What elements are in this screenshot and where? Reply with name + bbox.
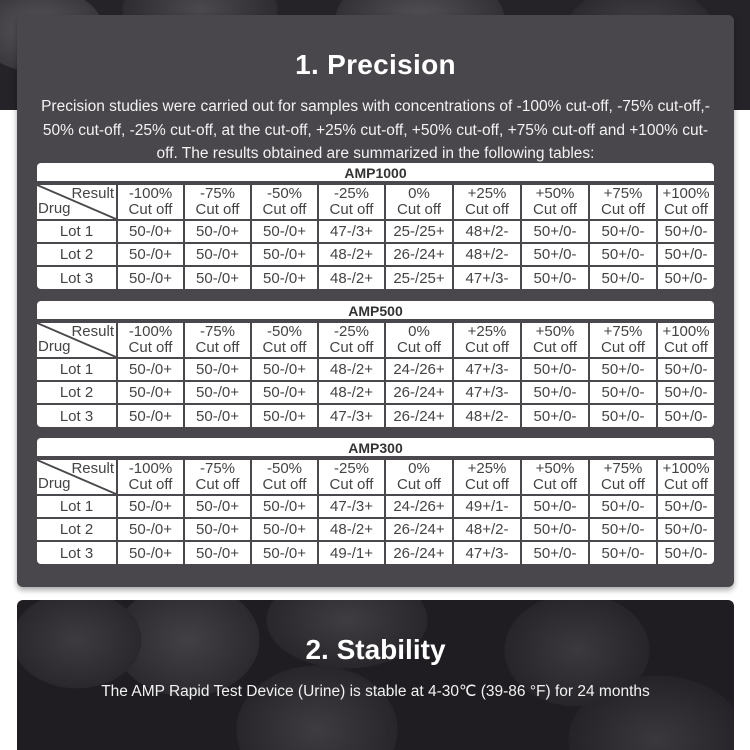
column-header [251,459,318,495]
table-row [37,541,714,564]
corner-header-cell [37,322,117,358]
table-row [37,381,714,404]
precision-table-amp500 [37,301,714,427]
column-header-bottom: Cut off [664,201,708,218]
column-header [521,459,589,495]
column-header-bottom: Cut off [329,201,374,218]
column-header [251,184,318,220]
table-header-row [37,459,714,495]
column-header [184,459,251,495]
lot-label: Lot 1 [37,358,117,381]
result-cell: 50+/0- [657,404,714,427]
lot-label: Lot 2 [37,518,117,541]
column-header-bottom: Cut off [465,476,509,493]
column-header-bottom: Cut off [195,339,240,356]
result-cell: 50-/0+ [117,243,184,266]
result-cell: 50+/0- [589,266,657,289]
corner-result-label: Result [71,460,114,477]
corner-header-cell [37,184,117,220]
table-row [37,266,714,289]
result-cell: 26-/24+ [385,518,453,541]
result-cell: 50+/0- [657,243,714,266]
result-cell: 50-/0+ [251,495,318,518]
table-title: AMP1000 [37,163,714,183]
column-header [184,322,251,358]
column-header [657,322,714,358]
column-header-top: +100% [662,460,710,477]
column-header-top: +50% [535,185,575,202]
result-cell: 50+/0- [657,518,714,541]
lot-label: Lot 2 [37,243,117,266]
lot-label: Lot 3 [37,541,117,564]
result-cell: 50+/0- [657,495,714,518]
corner-result-label: Result [71,323,114,340]
result-cell: 47+/3- [453,358,521,381]
column-header [385,322,453,358]
column-header [251,322,318,358]
table-title: AMP300 [37,438,714,458]
result-cell: 26-/24+ [385,381,453,404]
column-header [318,184,385,220]
column-header-bottom: Cut off [533,476,577,493]
result-cell: 48-/2+ [318,381,385,404]
column-header-bottom: Cut off [397,339,441,356]
column-header-bottom: Cut off [195,476,240,493]
result-cell: 50-/0+ [251,541,318,564]
column-header-bottom: Cut off [664,339,708,356]
result-cell: 48-/2+ [318,358,385,381]
result-cell: 47+/3- [453,541,521,564]
result-cell: 50-/0+ [251,266,318,289]
corner-drug-label: Drug [38,475,71,492]
result-cell: 50+/0- [521,243,589,266]
stability-section [17,600,734,750]
result-cell: 50-/0+ [251,243,318,266]
result-cell: 47-/3+ [318,495,385,518]
table-row [37,404,714,427]
column-header-bottom: Cut off [601,339,645,356]
result-cell: 25-/25+ [385,220,453,243]
result-cell: 49-/1+ [318,541,385,564]
result-cell: 50-/0+ [117,266,184,289]
result-cell: 48+/2- [453,518,521,541]
column-header [589,322,657,358]
result-cell: 50-/0+ [184,243,251,266]
column-header-top: -100% [128,323,173,340]
column-header-top: +50% [535,460,575,477]
column-header-bottom: Cut off [128,476,173,493]
result-cell: 48+/2- [453,404,521,427]
column-header-top: -25% [333,185,370,202]
result-cell: 50-/0+ [184,495,251,518]
result-cell: 50+/0- [589,381,657,404]
precision-intro: Precision studies were carried out for samples with concentrations of -100% cut-off, -75% cut-off,- 50% cut-off, -25% cut-off, at the cut-off, +25% cut-off, +50% cut-off, +75% cut-off and +100% cut- off. The results obtained are summarized in the following tables: [41,98,710,162]
column-header-bottom: Cut off [128,339,173,356]
column-header-top: 0% [408,460,430,477]
column-header-bottom: Cut off [195,201,240,218]
column-header-bottom: Cut off [329,476,374,493]
result-cell: 26-/24+ [385,243,453,266]
result-cell: 50-/0+ [184,541,251,564]
result-cell: 50-/0+ [117,220,184,243]
result-cell: 50+/0- [589,220,657,243]
corner-result-label: Result [71,185,114,202]
result-cell: 50-/0+ [184,381,251,404]
result-cell: 25-/25+ [385,266,453,289]
column-header-bottom: Cut off [397,476,441,493]
table-header-row [37,184,714,220]
column-header [521,184,589,220]
column-header-bottom: Cut off [533,339,577,356]
result-cell: 50+/0- [521,518,589,541]
result-cell: 50+/0- [521,495,589,518]
result-cell: 50-/0+ [251,518,318,541]
result-cell: 50+/0- [521,358,589,381]
result-cell: 50+/0- [589,495,657,518]
column-header-bottom: Cut off [329,339,374,356]
column-header-top: +100% [662,323,710,340]
column-header [318,322,385,358]
result-cell: 50-/0+ [184,518,251,541]
corner-drug-label: Drug [38,338,71,355]
table-row [37,495,714,518]
column-header-bottom: Cut off [465,201,509,218]
result-cell: 50-/0+ [251,220,318,243]
table-title: AMP500 [37,301,714,321]
column-header-top: -50% [266,460,303,477]
result-cell: 24-/26+ [385,495,453,518]
result-cell: 50+/0- [589,358,657,381]
column-header-bottom: Cut off [533,201,577,218]
column-header-top: 0% [408,323,430,340]
column-header-top: -50% [266,185,303,202]
table-row [37,518,714,541]
result-cell: 50-/0+ [117,404,184,427]
result-cell: 50-/0+ [117,381,184,404]
column-header-top: +25% [467,185,507,202]
result-cell: 50-/0+ [251,358,318,381]
result-cell: 24-/26+ [385,358,453,381]
result-cell: 50+/0- [521,404,589,427]
result-cell: 48-/2+ [318,266,385,289]
precision-section [17,15,734,587]
result-cell: 50-/0+ [117,358,184,381]
column-header-bottom: Cut off [262,201,307,218]
column-header-top: -100% [128,460,173,477]
column-header [385,184,453,220]
column-header-top: +25% [467,323,507,340]
table-row [37,243,714,266]
column-header-bottom: Cut off [664,476,708,493]
lot-label: Lot 1 [37,495,117,518]
table-row [37,358,714,381]
column-header [117,459,184,495]
column-header-top: -75% [199,323,236,340]
lot-label: Lot 1 [37,220,117,243]
result-cell: 48-/2+ [318,518,385,541]
column-header [117,322,184,358]
precision-title: 1. Precision [295,49,456,80]
column-header-top: +50% [535,323,575,340]
lot-label: Lot 3 [37,404,117,427]
result-cell: 47+/3- [453,266,521,289]
result-cell: 47-/3+ [318,220,385,243]
column-header [453,459,521,495]
column-header-bottom: Cut off [601,476,645,493]
column-header [117,184,184,220]
result-cell: 50+/0- [657,266,714,289]
result-cell: 50+/0- [657,541,714,564]
result-cell: 49+/1- [453,495,521,518]
column-header [318,459,385,495]
result-cell: 48-/2+ [318,243,385,266]
stability-title: 2. Stability [305,634,446,665]
column-header-top: +100% [662,185,710,202]
column-header [385,459,453,495]
column-header-top: +75% [603,185,643,202]
result-cell: 50+/0- [657,220,714,243]
result-cell: 26-/24+ [385,541,453,564]
column-header [657,459,714,495]
column-header-top: +75% [603,323,643,340]
result-cell: 26-/24+ [385,404,453,427]
column-header-bottom: Cut off [601,201,645,218]
column-header-top: -75% [199,185,236,202]
result-cell: 50+/0- [657,381,714,404]
result-cell: 48+/2- [453,220,521,243]
column-header-top: -25% [333,460,370,477]
column-header [453,184,521,220]
result-cell: 50+/0- [589,404,657,427]
column-header [521,322,589,358]
result-cell: 47+/3- [453,381,521,404]
lot-label: Lot 2 [37,381,117,404]
result-cell: 50-/0+ [184,220,251,243]
column-header [657,184,714,220]
result-cell: 47-/3+ [318,404,385,427]
result-cell: 50-/0+ [184,404,251,427]
result-cell: 50+/0- [521,541,589,564]
result-cell: 50+/0- [521,381,589,404]
column-header-top: +75% [603,460,643,477]
result-cell: 50-/0+ [184,266,251,289]
result-cell: 50-/0+ [251,381,318,404]
result-cell: 50-/0+ [117,518,184,541]
column-header-top: -75% [199,460,236,477]
result-cell: 50+/0- [589,243,657,266]
column-header-top: +25% [467,460,507,477]
column-header-top: -50% [266,323,303,340]
result-cell: 50+/0- [657,358,714,381]
column-header-bottom: Cut off [262,339,307,356]
column-header-top: -100% [128,185,173,202]
column-header [589,459,657,495]
stability-text: The AMP Rapid Test Device (Urine) is stable at 4-30℃ (39-86 °F) for 24 months [101,683,650,700]
result-cell: 50-/0+ [251,404,318,427]
corner-drug-label: Drug [38,200,71,217]
column-header [453,322,521,358]
table-header-row [37,322,714,358]
corner-header-cell [37,459,117,495]
precision-table-amp1000 [37,163,714,289]
result-cell: 50-/0+ [117,495,184,518]
column-header-bottom: Cut off [465,339,509,356]
result-cell: 50+/0- [521,220,589,243]
result-cell: 50+/0- [521,266,589,289]
result-cell: 50+/0- [589,518,657,541]
result-cell: 48+/2- [453,243,521,266]
column-header [589,184,657,220]
column-header [184,184,251,220]
column-header-top: -25% [333,323,370,340]
precision-table-amp300 [37,438,714,564]
lot-label: Lot 3 [37,266,117,289]
result-cell: 50-/0+ [117,541,184,564]
column-header-top: 0% [408,185,430,202]
column-header-bottom: Cut off [262,476,307,493]
result-cell: 50+/0- [589,541,657,564]
result-cell: 50-/0+ [184,358,251,381]
column-header-bottom: Cut off [128,201,173,218]
column-header-bottom: Cut off [397,201,441,218]
table-row [37,220,714,243]
